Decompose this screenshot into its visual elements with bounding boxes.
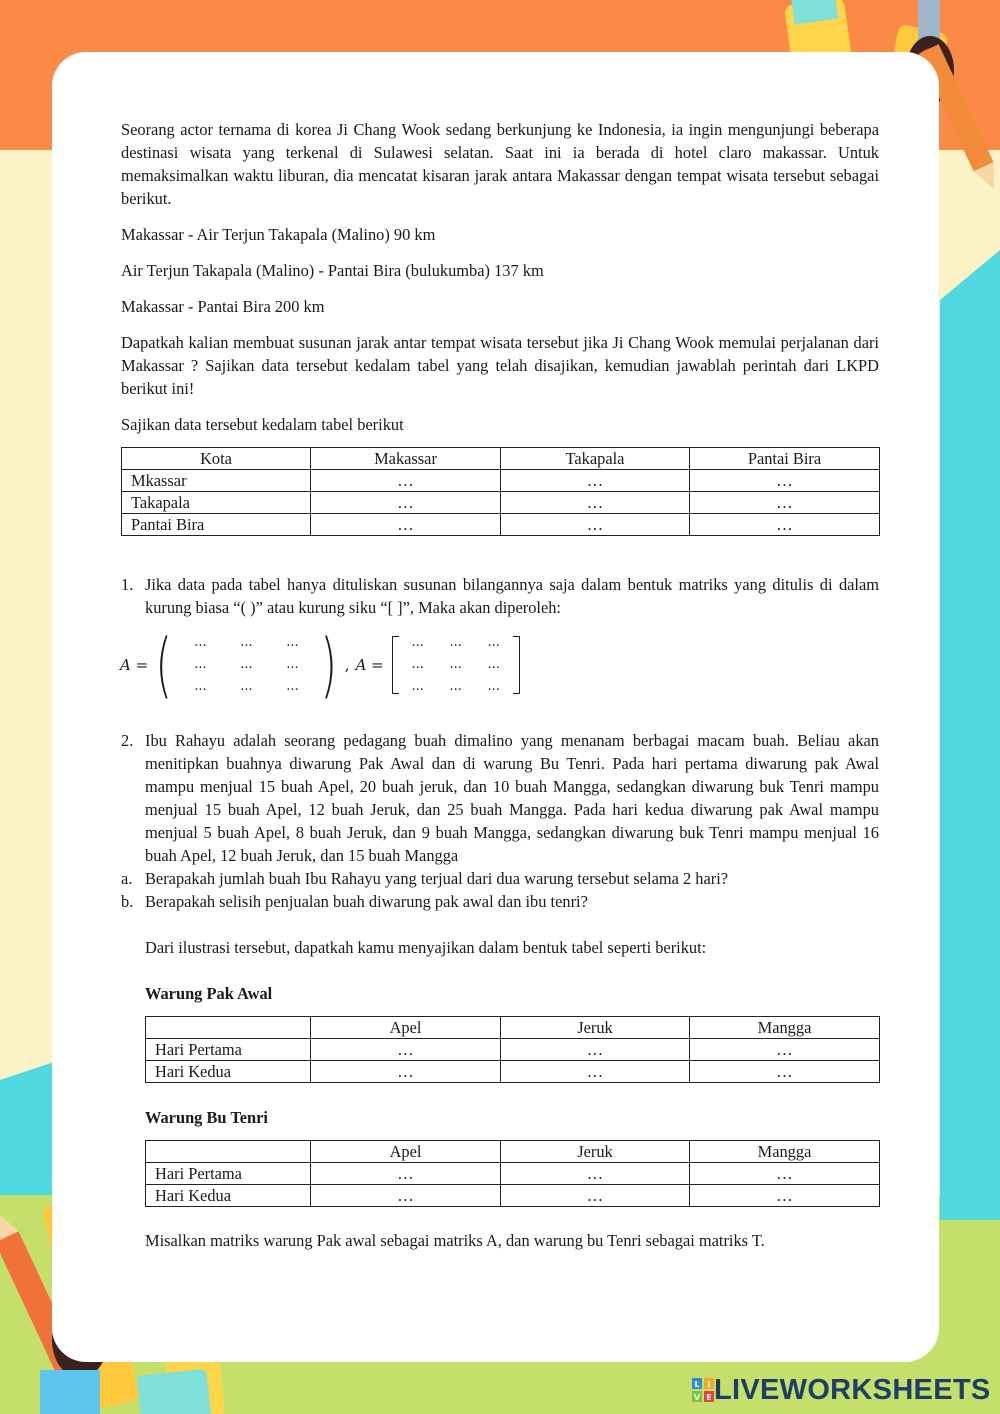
warung-pak-awal-table — [145, 1016, 880, 1083]
left-bracket — [392, 636, 399, 694]
intro-paragraph: Seorang actor ternama di korea Ji Chang Wook sedang berkunjung ke Indonesia, ia ingin mengunjungi beberapa destinasi wisata yang terkenal di Sulawesi selatan. Saat ini ia berada di hotel claro makassar. Untuk memaksimalkan waktu liburan, dia mencatat kisaran jarak antara Makassar dengan tempat wisata tersebut sebagai berikut. — [121, 120, 879, 208]
answer-cell[interactable]: … — [690, 1185, 880, 1207]
matrix-cell[interactable]: ... — [487, 657, 500, 672]
illustration-text: Dari ilustrasi tersebut, dapatkah kamu menyajikan dalam bentuk tabel seperti berikut: — [145, 938, 707, 957]
sub-question-b — [121, 890, 879, 913]
answer-cell[interactable]: … — [690, 514, 880, 536]
answer-cell[interactable]: … — [501, 514, 690, 536]
header-cell: Jeruk — [501, 1141, 690, 1163]
answer-cell[interactable]: … — [311, 1185, 501, 1207]
answer-cell[interactable]: … — [690, 1039, 880, 1061]
header-cell: Apel — [311, 1017, 501, 1039]
answer-cell[interactable]: … — [501, 492, 690, 514]
table-row — [122, 514, 880, 536]
row-label: Hari Pertama — [146, 1039, 311, 1061]
answer-cell[interactable]: … — [501, 1185, 690, 1207]
header-cell: Makassar — [311, 448, 501, 470]
logo-mark-icon — [692, 1378, 714, 1402]
sub-question-a — [121, 867, 879, 890]
matrix-brackets[interactable] — [399, 633, 513, 697]
answer-cell[interactable]: … — [690, 492, 880, 514]
header-cell: Mangga — [690, 1141, 880, 1163]
distance-line-2: Air Terjun Takapala (Malino) - Pantai Bira (bulukumba) 137 km — [121, 261, 544, 280]
matrix-cell[interactable]: ... — [411, 635, 424, 650]
matrix-cell[interactable]: ... — [240, 635, 253, 650]
warung-bu-tenri-table — [145, 1140, 880, 1207]
header-cell: Apel — [311, 1141, 501, 1163]
worksheet-content — [121, 118, 879, 1252]
question-text: Jika data pada tabel hanya dituliskan susunan bilangannya saja dalam bentuk matriks yang ditulis di dalam kurung biasa “( )” atau kurung siku “[ ]”, Maka akan diperoleh: — [145, 575, 879, 617]
logo-mini-letter: I — [707, 1380, 711, 1389]
header-cell: Pantai Bira — [690, 448, 880, 470]
row-label: Mkassar — [122, 470, 311, 492]
answer-cell[interactable]: … — [501, 1061, 690, 1083]
matrix-cell[interactable]: ... — [487, 635, 500, 650]
table-row — [122, 470, 880, 492]
question-paragraph: Dapatkah kalian membuat susunan jarak antar tempat wisata tersebut jika Ji Chang Wook memulai perjalanan dari Makassar ? Sajikan data tersebut kedalam tabel yang telah disajikan, kemudian jawablah perintah dari LKPD berikut ini! — [121, 333, 879, 398]
answer-cell[interactable]: … — [311, 1039, 501, 1061]
answer-cell[interactable]: … — [311, 492, 501, 514]
matrix-separator: , — [344, 655, 350, 674]
table-instruction: Sajikan data tersebut kedalam tabel berikut — [121, 415, 404, 434]
answer-cell[interactable]: … — [501, 1163, 690, 1185]
sub-question-label: b. — [121, 892, 134, 911]
closing-text: Misalkan matriks warung Pak awal sebagai matriks A, dan warung bu Tenri sebagai matriks T. — [145, 1231, 765, 1250]
sub-question-text: Berapakah jumlah buah Ibu Rahayu yang terjual dari dua warung tersebut selama 2 hari? — [145, 869, 729, 888]
answer-cell[interactable]: … — [690, 470, 880, 492]
matrix-label: A = — [120, 655, 149, 674]
matrix-label: A = — [355, 655, 384, 674]
matrix-cell[interactable]: ... — [411, 657, 424, 672]
logo-mini-letter: L — [694, 1380, 700, 1389]
matrix-cell[interactable]: ... — [194, 657, 207, 672]
header-cell: Takapala — [501, 448, 690, 470]
row-label: Takapala — [122, 492, 311, 514]
right-parenthesis: ) — [320, 624, 338, 706]
table-row — [146, 1039, 880, 1061]
warung-pak-awal-title: Warung Pak Awal — [145, 984, 273, 1003]
question-number: 1. — [121, 575, 134, 594]
sub-question-text: Berapakah selisih penjualan buah diwarung pak awal dan ibu tenri? — [145, 892, 588, 911]
answer-cell[interactable]: … — [311, 514, 501, 536]
row-label: Hari Kedua — [146, 1185, 311, 1207]
right-bracket — [513, 636, 520, 694]
logo-mini-letter: E — [706, 1393, 712, 1402]
answer-cell[interactable]: … — [690, 1163, 880, 1185]
header-cell — [146, 1017, 311, 1039]
answer-cell[interactable]: … — [311, 1163, 501, 1185]
table-header-row — [146, 1141, 880, 1163]
table-row — [122, 492, 880, 514]
logo-mini-letter: V — [693, 1393, 701, 1402]
matrix-cell[interactable]: ... — [449, 657, 462, 672]
table-header-row — [122, 448, 880, 470]
matrix-template — [120, 624, 879, 706]
matrix-cell[interactable]: ... — [240, 657, 253, 672]
warung-bu-tenri-title: Warung Bu Tenri — [145, 1108, 268, 1127]
answer-cell[interactable]: … — [311, 470, 501, 492]
header-cell: Jeruk — [501, 1017, 690, 1039]
matrix-cell[interactable]: ... — [286, 679, 299, 694]
sub-question-label: a. — [121, 869, 133, 888]
matrix-cell[interactable]: ... — [449, 679, 462, 694]
table-row — [146, 1185, 880, 1207]
logo-text: LIVEWORKSHEETS — [714, 1373, 991, 1406]
matrix-cell[interactable]: ... — [194, 635, 207, 650]
table-header-row — [146, 1017, 880, 1039]
matrix-cell[interactable]: ... — [240, 679, 253, 694]
question-number: 2. — [121, 731, 134, 750]
city-distance-table — [121, 447, 880, 536]
matrix-cell[interactable]: ... — [194, 679, 207, 694]
matrix-cell[interactable]: ... — [449, 635, 462, 650]
header-cell: Mangga — [690, 1017, 880, 1039]
header-cell — [146, 1141, 311, 1163]
table-row — [146, 1061, 880, 1083]
matrix-parentheses[interactable] — [177, 633, 315, 697]
distance-line-1: Makassar - Air Terjun Takapala (Malino) 90 km — [121, 225, 436, 244]
matrix-cell[interactable]: ... — [286, 635, 299, 650]
question-text: Ibu Rahayu adalah seorang pedagang buah dimalino yang menanam berbagai macam buah. Beliau akan menitipkan buahnya diwarung Pak Awal dan di warung Bu Tenri. Pada hari pertama diwarung pak Awal mampu menjual 15 buah Apel, 20 buah jeruk, dan 10 buah Mangga, sedangkan diwarung buk Tenri mampu menjual 15 buah Apel, 12 buah Jeruk, dan 25 buah Mangga. Pada hari kedua diwarung pak Awal mampu menjual 5 buah Apel, 8 buah Jeruk, dan 9 buah Mangga, sedangkan diwarung buk Tenri mampu menjual 16 buah Apel, 12 buah Jeruk, dan 15 buah Mangga — [145, 731, 879, 865]
matrix-cell[interactable]: ... — [411, 679, 424, 694]
liveworksheets-logo[interactable] — [692, 1370, 991, 1410]
row-label: Pantai Bira — [122, 514, 311, 536]
question-2 — [121, 729, 879, 867]
left-parenthesis: ( — [155, 624, 173, 706]
answer-cell[interactable]: … — [690, 1061, 880, 1083]
matrix-cell[interactable]: ... — [487, 679, 500, 694]
answer-cell[interactable]: … — [311, 1061, 501, 1083]
table-row — [146, 1163, 880, 1185]
row-label: Hari Pertama — [146, 1163, 311, 1185]
answer-cell[interactable]: … — [501, 1039, 690, 1061]
question-1 — [121, 573, 879, 619]
answer-cell[interactable]: … — [501, 470, 690, 492]
header-cell: Kota — [122, 448, 311, 470]
row-label: Hari Kedua — [146, 1061, 311, 1083]
distance-line-3: Makassar - Pantai Bira 200 km — [121, 297, 325, 316]
matrix-cell[interactable]: ... — [286, 657, 299, 672]
